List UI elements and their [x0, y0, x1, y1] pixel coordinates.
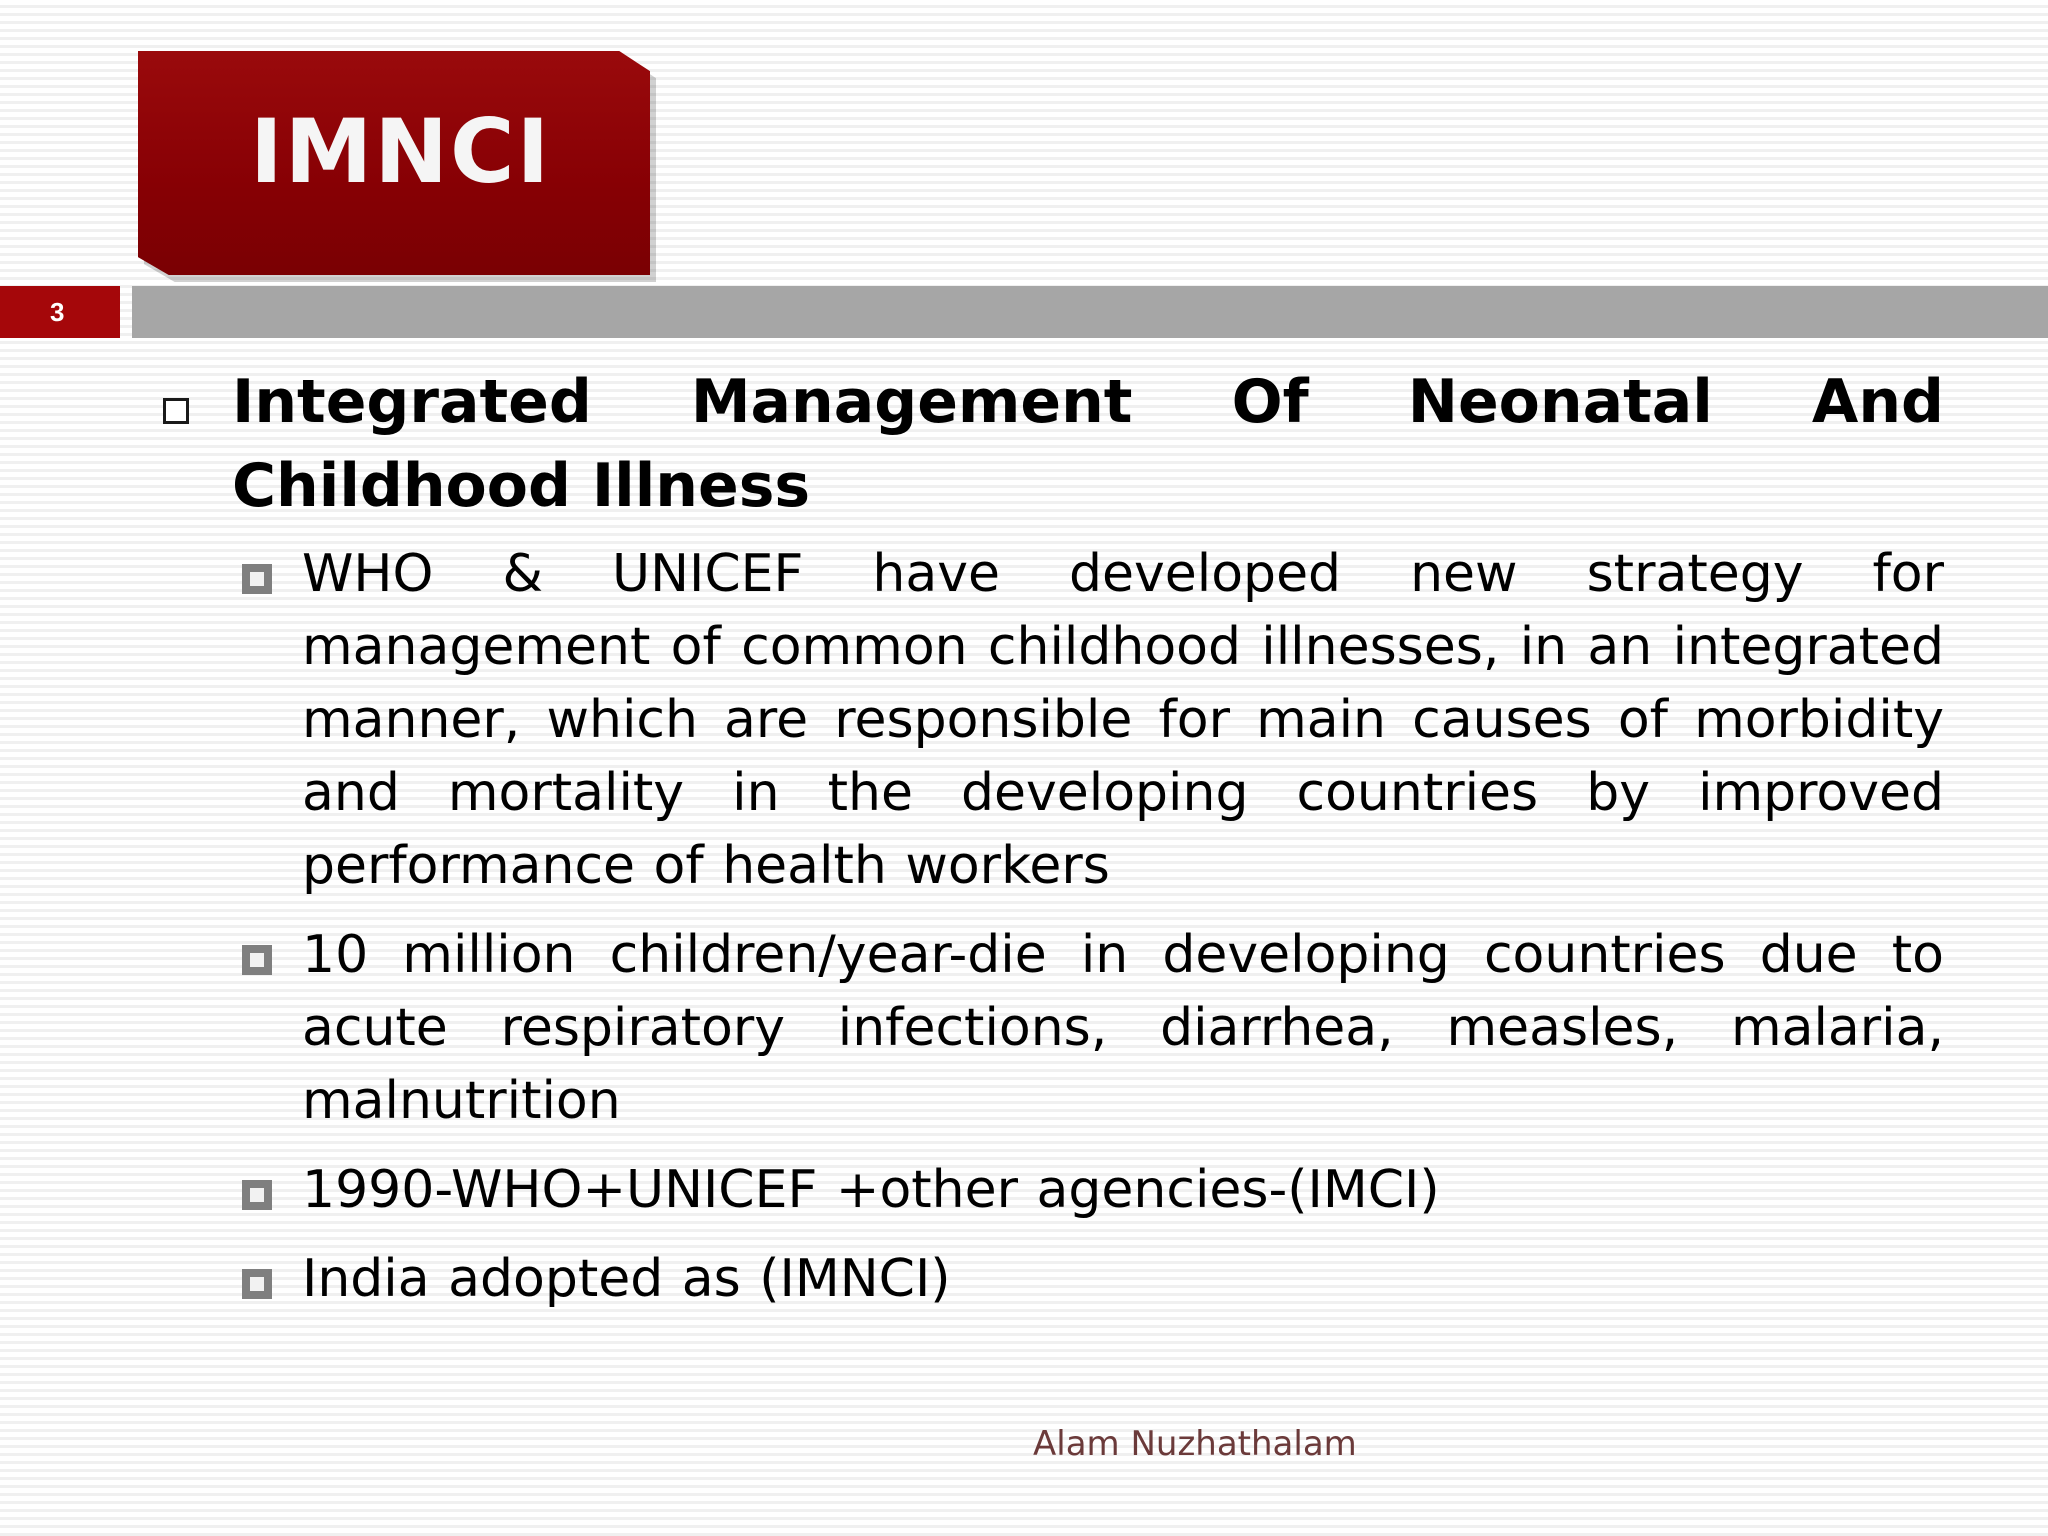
- square-bullet-icon: [242, 1180, 272, 1210]
- list-item: [302, 538, 1944, 903]
- square-bullet-icon: [242, 564, 272, 594]
- heading-text: Integrated Management Of Neonatal And Childhood Illness: [232, 367, 1944, 521]
- list-item: [302, 1243, 1944, 1316]
- list-item-text: 10 million children/year-die in developing countries due to acute respiratory infections, diarrhea, measles, malaria, malnutrition: [302, 925, 1944, 1131]
- bullet-list: [160, 538, 1944, 1316]
- footer-author: Alam Nuzhathalam: [1033, 1424, 1357, 1464]
- list-item: [302, 919, 1944, 1138]
- heading-row: [160, 360, 1944, 528]
- list-item: [302, 1154, 1944, 1227]
- hollow-square-icon: [163, 398, 189, 424]
- slide-title: IMNCI: [250, 100, 552, 203]
- list-item-text: WHO & UNICEF have developed new strategy for management of common childhood illnesses, in an integrated manner, which are responsible for main causes of morbidity and mortality in the developing countries by improved performance of health workers: [302, 544, 1944, 896]
- square-bullet-icon: [242, 945, 272, 975]
- list-item-text: 1990-WHO+UNICEF +other agencies-(IMCI): [302, 1160, 1440, 1220]
- header-bar: [132, 286, 2048, 338]
- slide-content: [160, 360, 1944, 1332]
- list-item-text: India adopted as (IMNCI): [302, 1249, 951, 1309]
- page-number: 3: [0, 286, 120, 338]
- square-bullet-icon: [242, 1269, 272, 1299]
